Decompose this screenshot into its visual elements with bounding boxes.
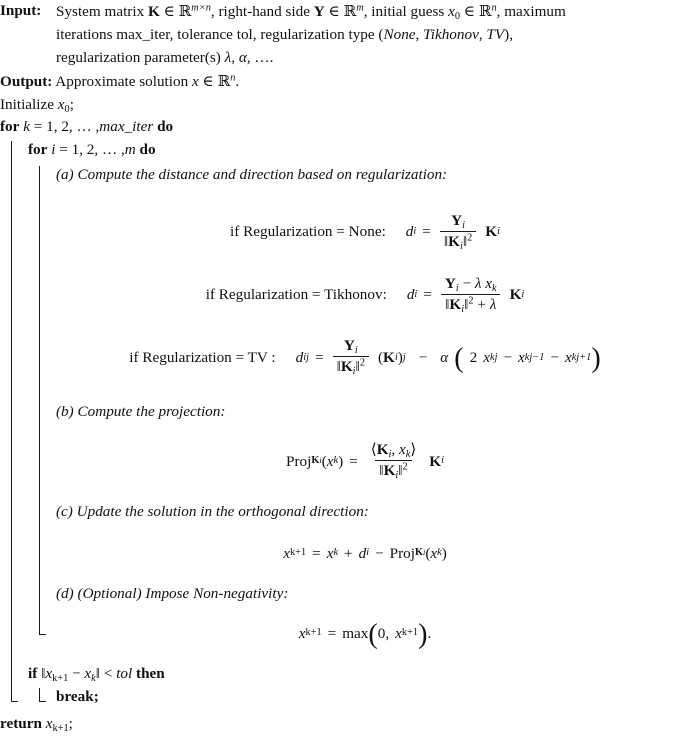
eq-tv-op2: − bbox=[550, 349, 559, 367]
eq-update-equals: = bbox=[312, 544, 321, 562]
break-keyword: break; bbox=[56, 687, 99, 705]
eq-proj-norm-close: ‖ bbox=[398, 462, 403, 480]
eq-proj-arg: x bbox=[326, 452, 334, 470]
option-tikhonov: Tikhonov bbox=[423, 25, 479, 43]
eq-tv-coefficient-two: 2 bbox=[469, 349, 478, 367]
symbol-matrix-K: K bbox=[147, 3, 160, 20]
eq-tikh-num-minus: − bbox=[462, 274, 472, 292]
eq-nonneg-zero: 0, bbox=[377, 624, 390, 642]
eq-none-equals: = bbox=[422, 223, 431, 241]
return-keyword: return bbox=[0, 715, 42, 733]
eq-tv-norm-open: ‖ bbox=[336, 358, 341, 376]
eq-tv-den-K: K bbox=[340, 358, 353, 376]
inner-loop-bound: m bbox=[124, 140, 136, 158]
symbol-matrix-Y: Y bbox=[313, 3, 325, 20]
outer-for-do: do bbox=[157, 118, 174, 136]
reals-symbol-3: ℝ bbox=[478, 2, 492, 20]
eq-update-lhs: x bbox=[283, 544, 290, 562]
inner-for-header bbox=[28, 139, 674, 162]
outer-loop-range: 1, 2, … , bbox=[46, 118, 100, 136]
eq-tv-equals: = bbox=[315, 349, 324, 367]
eq-tikh-norm-open: ‖ bbox=[445, 295, 450, 313]
eq-proj-inner-close: ⟩ bbox=[410, 441, 417, 459]
eq-tv-denominator bbox=[333, 356, 369, 376]
termination-if-header bbox=[28, 663, 674, 686]
return-semicolon: ; bbox=[68, 715, 73, 733]
eq-update-arg: x bbox=[430, 544, 438, 562]
eq-tv-numerator bbox=[340, 337, 362, 356]
initialize-line bbox=[0, 94, 674, 116]
dim-m: m bbox=[356, 2, 364, 14]
input-line-3 bbox=[56, 47, 674, 70]
outer-loop-rule bbox=[11, 141, 12, 702]
in-operator-3: ∈ bbox=[463, 3, 476, 20]
eq-tv-term2: x bbox=[518, 349, 525, 367]
return-variable: x bbox=[45, 715, 53, 733]
inner-for-keyword: for bbox=[28, 140, 48, 158]
eq-proj-num-comma: , bbox=[391, 441, 396, 459]
eq-proj-inner-open: ⟨ bbox=[370, 441, 377, 459]
eq-proj-arg-open: ( bbox=[321, 452, 327, 470]
eq-update-plus: + bbox=[344, 544, 353, 562]
eq-tikh-lhs: d bbox=[406, 286, 415, 304]
eq-proj-den-pow: 2 bbox=[402, 461, 408, 473]
output-text: Approximate solution bbox=[55, 73, 189, 91]
option-sep-1: , bbox=[415, 25, 424, 43]
eq-none-numerator bbox=[447, 212, 469, 231]
eq-tikh-den-sub: i bbox=[461, 303, 465, 315]
eq-none-norm-close: ‖ bbox=[462, 232, 468, 250]
termination-if-body bbox=[28, 686, 674, 709]
rhs-text: , right-hand side bbox=[210, 3, 310, 20]
symbol-lambda: λ bbox=[224, 48, 232, 66]
eq-update-term1: x bbox=[326, 544, 334, 562]
equation-nonnegativity: x k+1 = max ( 0, x k+1 ) . bbox=[298, 618, 432, 650]
outer-loop-bound: max_iter bbox=[99, 118, 154, 136]
output-label: Output: bbox=[0, 73, 53, 91]
eq-tikh-den-pow: 2 bbox=[468, 295, 474, 307]
eq-tv-alpha: α bbox=[440, 349, 449, 367]
eq-tikh-num-lambda: λ bbox=[474, 274, 482, 292]
eq-proj-den-K: K bbox=[383, 462, 396, 480]
option-sep-2: , bbox=[478, 25, 487, 43]
in-operator-2: ∈ bbox=[328, 3, 340, 20]
eq-none-lhs: d bbox=[405, 223, 414, 241]
eq-proj-den-sub: i bbox=[395, 469, 399, 481]
eq-nonneg-function: max bbox=[342, 624, 369, 642]
outer-loop-var: k bbox=[23, 118, 30, 136]
step-c-label: (c) Update the solution in the orthogonal direction: bbox=[56, 502, 369, 520]
eq-proj-equals: = bbox=[349, 452, 358, 470]
eq-tikh-num-x-sub: k bbox=[492, 282, 497, 294]
eq-none-denominator bbox=[440, 231, 476, 251]
input-line-1 bbox=[56, 0, 674, 24]
eq-tv-fraction bbox=[333, 337, 369, 376]
eq-proj-numerator bbox=[367, 441, 421, 460]
eq-tv-norm-close: ‖ bbox=[355, 358, 360, 376]
inner-for-do: do bbox=[139, 140, 156, 158]
reals-symbol-2: ℝ bbox=[343, 2, 357, 20]
step-b-label: (b) Compute the projection: bbox=[56, 403, 226, 421]
eq-update-arg-open: ( bbox=[425, 544, 431, 562]
eq-tv-kvec-open: ( bbox=[377, 349, 384, 367]
eq-tv-term1: x bbox=[483, 349, 490, 367]
outer-loop-body bbox=[0, 139, 674, 708]
eq-none-den-K: K bbox=[448, 232, 460, 250]
output-block bbox=[0, 70, 674, 93]
eq-tv-term3: x bbox=[564, 349, 572, 367]
eq-tv-kvec-K: K bbox=[383, 349, 395, 367]
if-minus: − bbox=[72, 664, 81, 682]
input-system-matrix-text: System matrix bbox=[56, 3, 145, 20]
initialize-text: Initialize bbox=[0, 95, 54, 113]
eq-tikh-numerator bbox=[441, 275, 501, 294]
output-in-operator: ∈ bbox=[202, 73, 214, 91]
if-term1-sub: k+1 bbox=[52, 672, 69, 684]
if-term2-sub: k bbox=[91, 672, 96, 684]
reals-symbol: ℝ bbox=[178, 2, 192, 20]
output-period: . bbox=[235, 73, 240, 91]
ellipsis: , …. bbox=[246, 48, 274, 66]
if-keyword: if bbox=[28, 664, 38, 682]
if-less-than: < bbox=[103, 664, 113, 682]
eq-nonneg-arg: x bbox=[395, 624, 402, 642]
eq-tikh-den-plus: + bbox=[477, 295, 486, 313]
symbol-x0: x bbox=[448, 3, 455, 20]
equation-none-condition: if Regularization = None: bbox=[230, 223, 386, 241]
equation-tikhonov: if Regularization = Tikhonov: d i = $\frac{Y_i - \lambda x_k}{‖K_i‖^2 + \lambda}$ K i bbox=[205, 274, 525, 315]
eq-nonneg-equals: = bbox=[327, 624, 337, 642]
in-operator: ∈ bbox=[163, 3, 175, 20]
if-norm-close: ‖ bbox=[95, 664, 101, 682]
output-reals: ℝ bbox=[217, 72, 231, 91]
eq-none-den-pow: 2 bbox=[467, 232, 473, 244]
eq-proj-fraction bbox=[367, 441, 421, 480]
eq-tikh-den-lambda: λ bbox=[489, 295, 497, 313]
equation-update: x k+1 = x k + d i − Proj Ki ( x k ) bbox=[283, 544, 447, 562]
comma-1: , bbox=[231, 48, 236, 66]
eq-tikh-num-Y: Y bbox=[444, 274, 456, 292]
eq-proj-sub-K: K bbox=[311, 455, 320, 467]
if-then-keyword: then bbox=[136, 664, 165, 682]
inner-loop-body bbox=[28, 164, 674, 650]
eq-tv-den-pow: 2 bbox=[359, 358, 365, 370]
eq-update-arg-close: ) bbox=[441, 544, 447, 562]
eq-tv-kvec-close: ) bbox=[397, 349, 403, 367]
eq-tikh-norm-close: ‖ bbox=[464, 295, 469, 313]
inner-loop-rule bbox=[39, 166, 40, 635]
eq-proj-num-K: K bbox=[376, 441, 389, 459]
eq-tv-num-sub: i bbox=[354, 345, 358, 357]
equation-tikhonov-condition: if Regularization = Tikhonov: bbox=[205, 286, 387, 304]
eq-tv-minus: − bbox=[418, 349, 428, 367]
outer-for-keyword: for bbox=[0, 118, 20, 136]
dim-n: n bbox=[491, 2, 497, 14]
step-d-label: (d) (Optional) Impose Non-negativity: bbox=[56, 584, 289, 602]
eq-tv-num-Y: Y bbox=[343, 337, 355, 355]
initialize-var-sub: 0 bbox=[64, 103, 70, 115]
eq-update-proj-sub-K: K bbox=[414, 547, 424, 559]
inner-loop-equals: = bbox=[59, 140, 68, 158]
eq-tv-op1: − bbox=[503, 349, 513, 367]
eq-proj-arg-close: ) bbox=[338, 452, 344, 470]
eq-tikh-den-K: K bbox=[449, 295, 462, 313]
x0-subscript: 0 bbox=[454, 10, 460, 22]
option-none: None bbox=[383, 25, 416, 43]
inner-loop-range: 1, 2, … , bbox=[71, 140, 125, 158]
inner-loop-var: i bbox=[51, 140, 56, 158]
eq-update-term2: d bbox=[358, 544, 367, 562]
if-tolerance: tol bbox=[116, 664, 133, 682]
dim-mn: m×n bbox=[191, 2, 211, 14]
eq-tv-den-sub: i bbox=[352, 366, 356, 378]
input-label: Input: bbox=[0, 2, 42, 19]
eq-tv-lhs: d bbox=[295, 349, 304, 367]
eq-proj-sub-i: i bbox=[319, 456, 322, 466]
iterations-text: iterations max_iter, tolerance tol, regularization type ( bbox=[56, 25, 384, 43]
eq-none-num-Y: Y bbox=[451, 211, 463, 229]
eq-none-fraction bbox=[440, 212, 476, 251]
termination-if-rule bbox=[39, 688, 40, 703]
initialize-semicolon: ; bbox=[69, 95, 74, 113]
equation-none: if Regularization = None: d i = $\frac{Y_i}{‖K_i‖^2}$ K i bbox=[230, 211, 500, 252]
if-term2: x bbox=[84, 664, 92, 682]
initialize-var: x bbox=[57, 95, 65, 113]
eq-tikh-num-sub: i bbox=[455, 282, 459, 294]
step-a-label: (a) Compute the distance and direction based on regularization: bbox=[56, 165, 448, 183]
eq-tikh-denominator bbox=[441, 294, 500, 314]
eq-tikh-num-x: x bbox=[485, 274, 492, 292]
input-block bbox=[0, 0, 674, 69]
eq-proj-denominator bbox=[375, 460, 411, 480]
option-close: ), bbox=[504, 25, 514, 43]
eq-tikh-tail-K: K bbox=[509, 286, 522, 304]
return-variable-sub: k+1 bbox=[52, 723, 69, 735]
initial-guess-text: , initial guess bbox=[363, 3, 445, 20]
output-dim: n bbox=[230, 73, 236, 85]
eq-nonneg-lhs: x bbox=[298, 624, 306, 642]
eq-none-num-sub: i bbox=[462, 219, 465, 231]
outer-loop-equals: = bbox=[33, 118, 43, 136]
eq-tikh-fraction bbox=[441, 275, 501, 314]
if-term1: x bbox=[45, 664, 53, 682]
reg-params-text: regularization parameter(s) bbox=[56, 48, 221, 66]
eq-none-den-sub: i bbox=[459, 240, 463, 252]
eq-none-tail-K: K bbox=[485, 223, 498, 241]
break-statement bbox=[56, 686, 674, 709]
equation-tv-condition: if Regularization = TV : bbox=[129, 349, 276, 367]
eq-proj-norm-open: ‖ bbox=[379, 462, 384, 480]
option-tv: TV bbox=[486, 25, 505, 43]
outer-for-header bbox=[0, 116, 674, 139]
eq-update-proj-name: Proj bbox=[389, 544, 415, 562]
eq-proj-tail-K: K bbox=[429, 452, 442, 470]
if-norm-open: ‖ bbox=[41, 664, 46, 682]
symbol-alpha: α bbox=[238, 48, 247, 66]
maximum-text: , maximum bbox=[496, 3, 566, 20]
eq-update-minus: − bbox=[375, 544, 384, 562]
eq-proj-num-K-sub: i bbox=[388, 449, 392, 461]
equation-projection: Proj Ki ( x k ) = $\frac{⟨K_i, x_k⟩}{‖K_i‖^2}$ K i bbox=[286, 441, 444, 481]
output-variable: x bbox=[191, 73, 199, 91]
eq-proj-num-x-sub: k bbox=[405, 449, 411, 461]
return-statement bbox=[0, 713, 674, 736]
equation-tv: if Regularization = TV : d i j = $\frac{Y_i}{‖K_i‖^2}$ ( K i ) j − α ( 2 x k j − x k j−1 − x k j+1 ) bbox=[129, 337, 601, 378]
eq-update-proj-sub-i: i bbox=[423, 548, 426, 558]
eq-none-norm-open: ‖ bbox=[443, 232, 449, 250]
eq-tikh-equals: = bbox=[423, 286, 432, 304]
input-line-2 bbox=[56, 24, 674, 47]
eq-nonneg-period: . bbox=[427, 624, 432, 642]
eq-proj-num-x: x bbox=[398, 441, 406, 459]
eq-proj-name: Proj bbox=[286, 452, 312, 470]
